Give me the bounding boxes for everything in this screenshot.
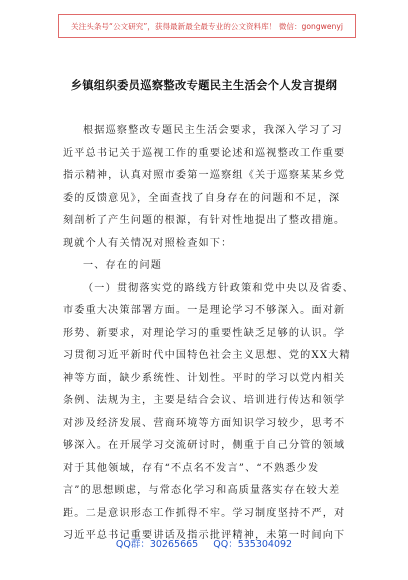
body-line: 形势、新要求，对理论学习的重要性缺乏足够的认识。学: [63, 327, 346, 339]
body-line: 习近平总书记重要讲话及指示批评精神，未第一时间向下: [63, 530, 346, 541]
promo-banner: 关注头条号“公文研究”，获得最新最全最专业的公文资料库！ 微信：gongwenyj: [58, 14, 356, 38]
body-line: 够深入。在开展学习交流研讨时，侧重于自己分管的领域: [63, 440, 346, 451]
document-title: 乡镇组织委员巡察整改专题民主生活会个人发言提纲: [70, 78, 338, 92]
body-line: 现就个人有关情况对照检查如下：: [63, 237, 233, 249]
body-line: 指示精神，认真对照市委第一巡察组《关于巡察某某乡党: [63, 170, 346, 181]
body-line: 市委重大决策部署方面。一是理论学习不够深入。面对新: [63, 305, 346, 316]
body-line: 言”的思想顾虑，与常态化学习和高质量落实存在较大差: [63, 485, 341, 496]
body-line: 刻剖析了产生问题的根源，有针对性地提出了整改措施。: [63, 215, 346, 226]
qq-group-label: QQ群：30265665: [115, 539, 199, 550]
body-line: 条例、法规为主，主要是结合会议、培训进行传达和领学: [63, 395, 346, 406]
document-body: [63, 120, 361, 548]
contact-footer: [0, 536, 408, 550]
body-line: （一）贯彻落实党的路线方针政策和党中央以及省委、: [83, 282, 355, 294]
body-line: 根据巡察整改专题民主生活会要求，我深入学习了习: [83, 125, 343, 136]
body-line: 委的反馈意见》，全面查找了自身存在的问题和不足，深: [63, 192, 341, 204]
body-line: 习贯彻习近平新时代中国特色社会主义思想、党的XX大精: [63, 350, 351, 361]
body-line: 对于其他领域，存有“不点名不发言”、“不熟悉少发: [63, 462, 320, 474]
qq-contact-label: QQ：535304092: [213, 539, 293, 550]
body-line: 近平总书记关于巡视工作的重要论述和巡视整改工作重要: [63, 147, 346, 159]
body-line: 对涉及经济发展、营商环境等方面知识学习较少，思考不: [63, 417, 346, 429]
body-line: 神等方面，缺少系统性、计划性。平时的学习以党内相关: [63, 372, 346, 384]
body-line: 距。二是意识形态工作抓得不牢。学习制度坚持不严，对: [63, 507, 346, 519]
section-heading: 一、存在的问题: [83, 260, 163, 271]
